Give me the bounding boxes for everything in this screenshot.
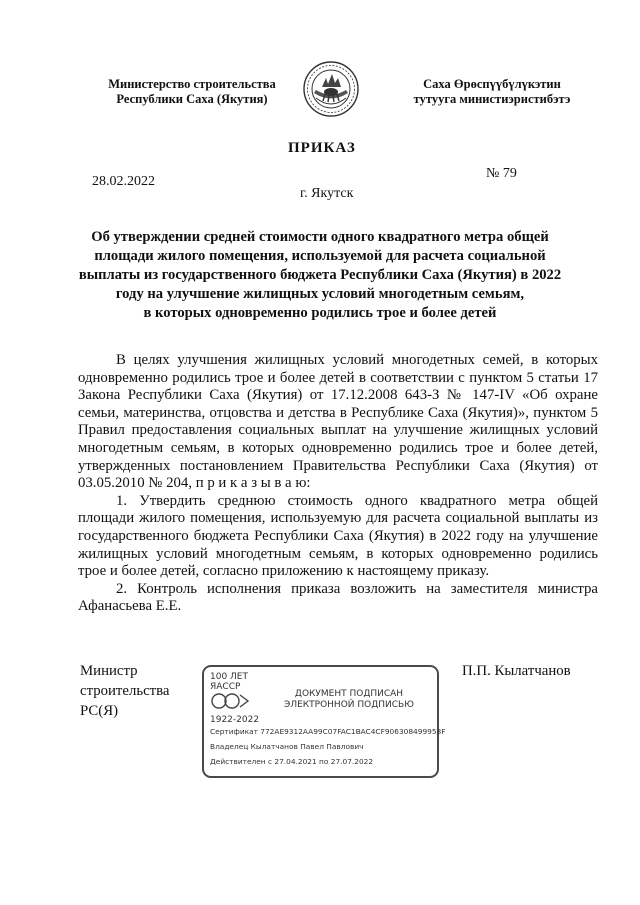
order-date: 28.02.2022	[92, 174, 155, 189]
order-body	[78, 352, 598, 616]
anniversary-logo	[210, 672, 260, 725]
ministry-name-sakha	[404, 77, 580, 107]
subject-line: выплаты из государственного бюджета Республики Саха (Якутия) в 2022	[78, 267, 562, 283]
position-line: строительства	[80, 683, 170, 699]
order-city: г. Якутск	[300, 186, 354, 201]
order-item-2: 2. Контроль исполнения приказа возложить на заместителя министра Афанасьева Е.Е.	[78, 580, 598, 615]
coat-of-arms-icon	[302, 60, 360, 118]
anniversary-emblem-icon	[210, 692, 250, 710]
subject-line: году на улучшение жилищных условий многодетным семьям,	[115, 286, 525, 302]
stamp-title	[264, 689, 434, 711]
ministry-name-sakha-line1: Саха Өрөспүүбүлүкэтин	[423, 77, 561, 91]
certificate-number: Сертификат 772AE9312AA99C07FAC1BAC4CF906308499958F	[210, 727, 446, 736]
stamp-title-line: ДОКУМЕНТ ПОДПИСАН	[294, 689, 404, 699]
electronic-signature-stamp	[202, 665, 446, 778]
logo-text-line: ЯАССР	[210, 682, 241, 692]
preamble-text: В целях улучшения жилищных условий многодетных семей, в которых одновременно родились трое и более детей в соответствии с пунктом 5 статьи 17 Закона Республики Саха (Якутия) от 17.12.2008 643-З № 147-IV «Об охране семьи, материнства, отцовства и детства в Республике Саха (Якутия)», пунктом 5 Правил предоставления социальных выплат на улучшение жилищных условий многодетным семьям, в которых одновременно родились трое и более детей, утвержденных постановлением Правительства Республики Саха (Якутия) от 03.05.2010 № 204,	[78, 352, 598, 492]
ministry-name-ru	[92, 77, 292, 107]
certificate-owner: Владелец Кылатчанов Павел Павлович	[210, 742, 364, 751]
ministry-name-ru-line1: Министерство строительства	[108, 77, 276, 91]
subject-line: площади жилого помещения, используемой для расчета социальной	[94, 248, 546, 264]
subject-line: Об утверждении средней стоимости одного квадратного метра общей	[91, 229, 549, 245]
document-title: ПРИКАЗ	[288, 140, 356, 156]
order-word: п р и к а з ы в а ю:	[195, 475, 311, 492]
preamble-paragraph	[78, 352, 598, 493]
subject-line: в которых одновременно родились трое и более детей	[143, 305, 497, 321]
signatory-name: П.П. Кылатчанов	[462, 663, 571, 679]
logo-text-line: 100 ЛЕТ	[210, 672, 248, 682]
order-subject	[68, 228, 572, 323]
logo-text-line: 1922-2022	[210, 715, 260, 725]
certificate-validity: Действителен с 27.04.2021 по 27.07.2022	[210, 757, 374, 766]
order-item-1: 1. Утвердить среднюю стоимость одного квадратного метра общей площади жилого помещения, используемую для расчета социальной выплаты из государственного бюджета Республики Саха (Якутия) в 2022 году на улучшение жилищных условий многодетным семьям, в которых одновременно родились трое и более детей, согласно приложению к настоящему приказу.	[78, 492, 598, 580]
ministry-name-ru-line2: Республики Саха (Якутия)	[116, 92, 268, 106]
position-line: РС(Я)	[80, 703, 119, 719]
order-number: № 79	[486, 166, 517, 181]
stamp-title-line: ЭЛЕКТРОННОЙ ПОДПИСЬЮ	[284, 700, 414, 710]
position-line: Министр	[80, 663, 138, 679]
signatory-position	[80, 661, 170, 721]
ministry-name-sakha-line2: тутууга министиэристибэтэ	[413, 92, 571, 106]
